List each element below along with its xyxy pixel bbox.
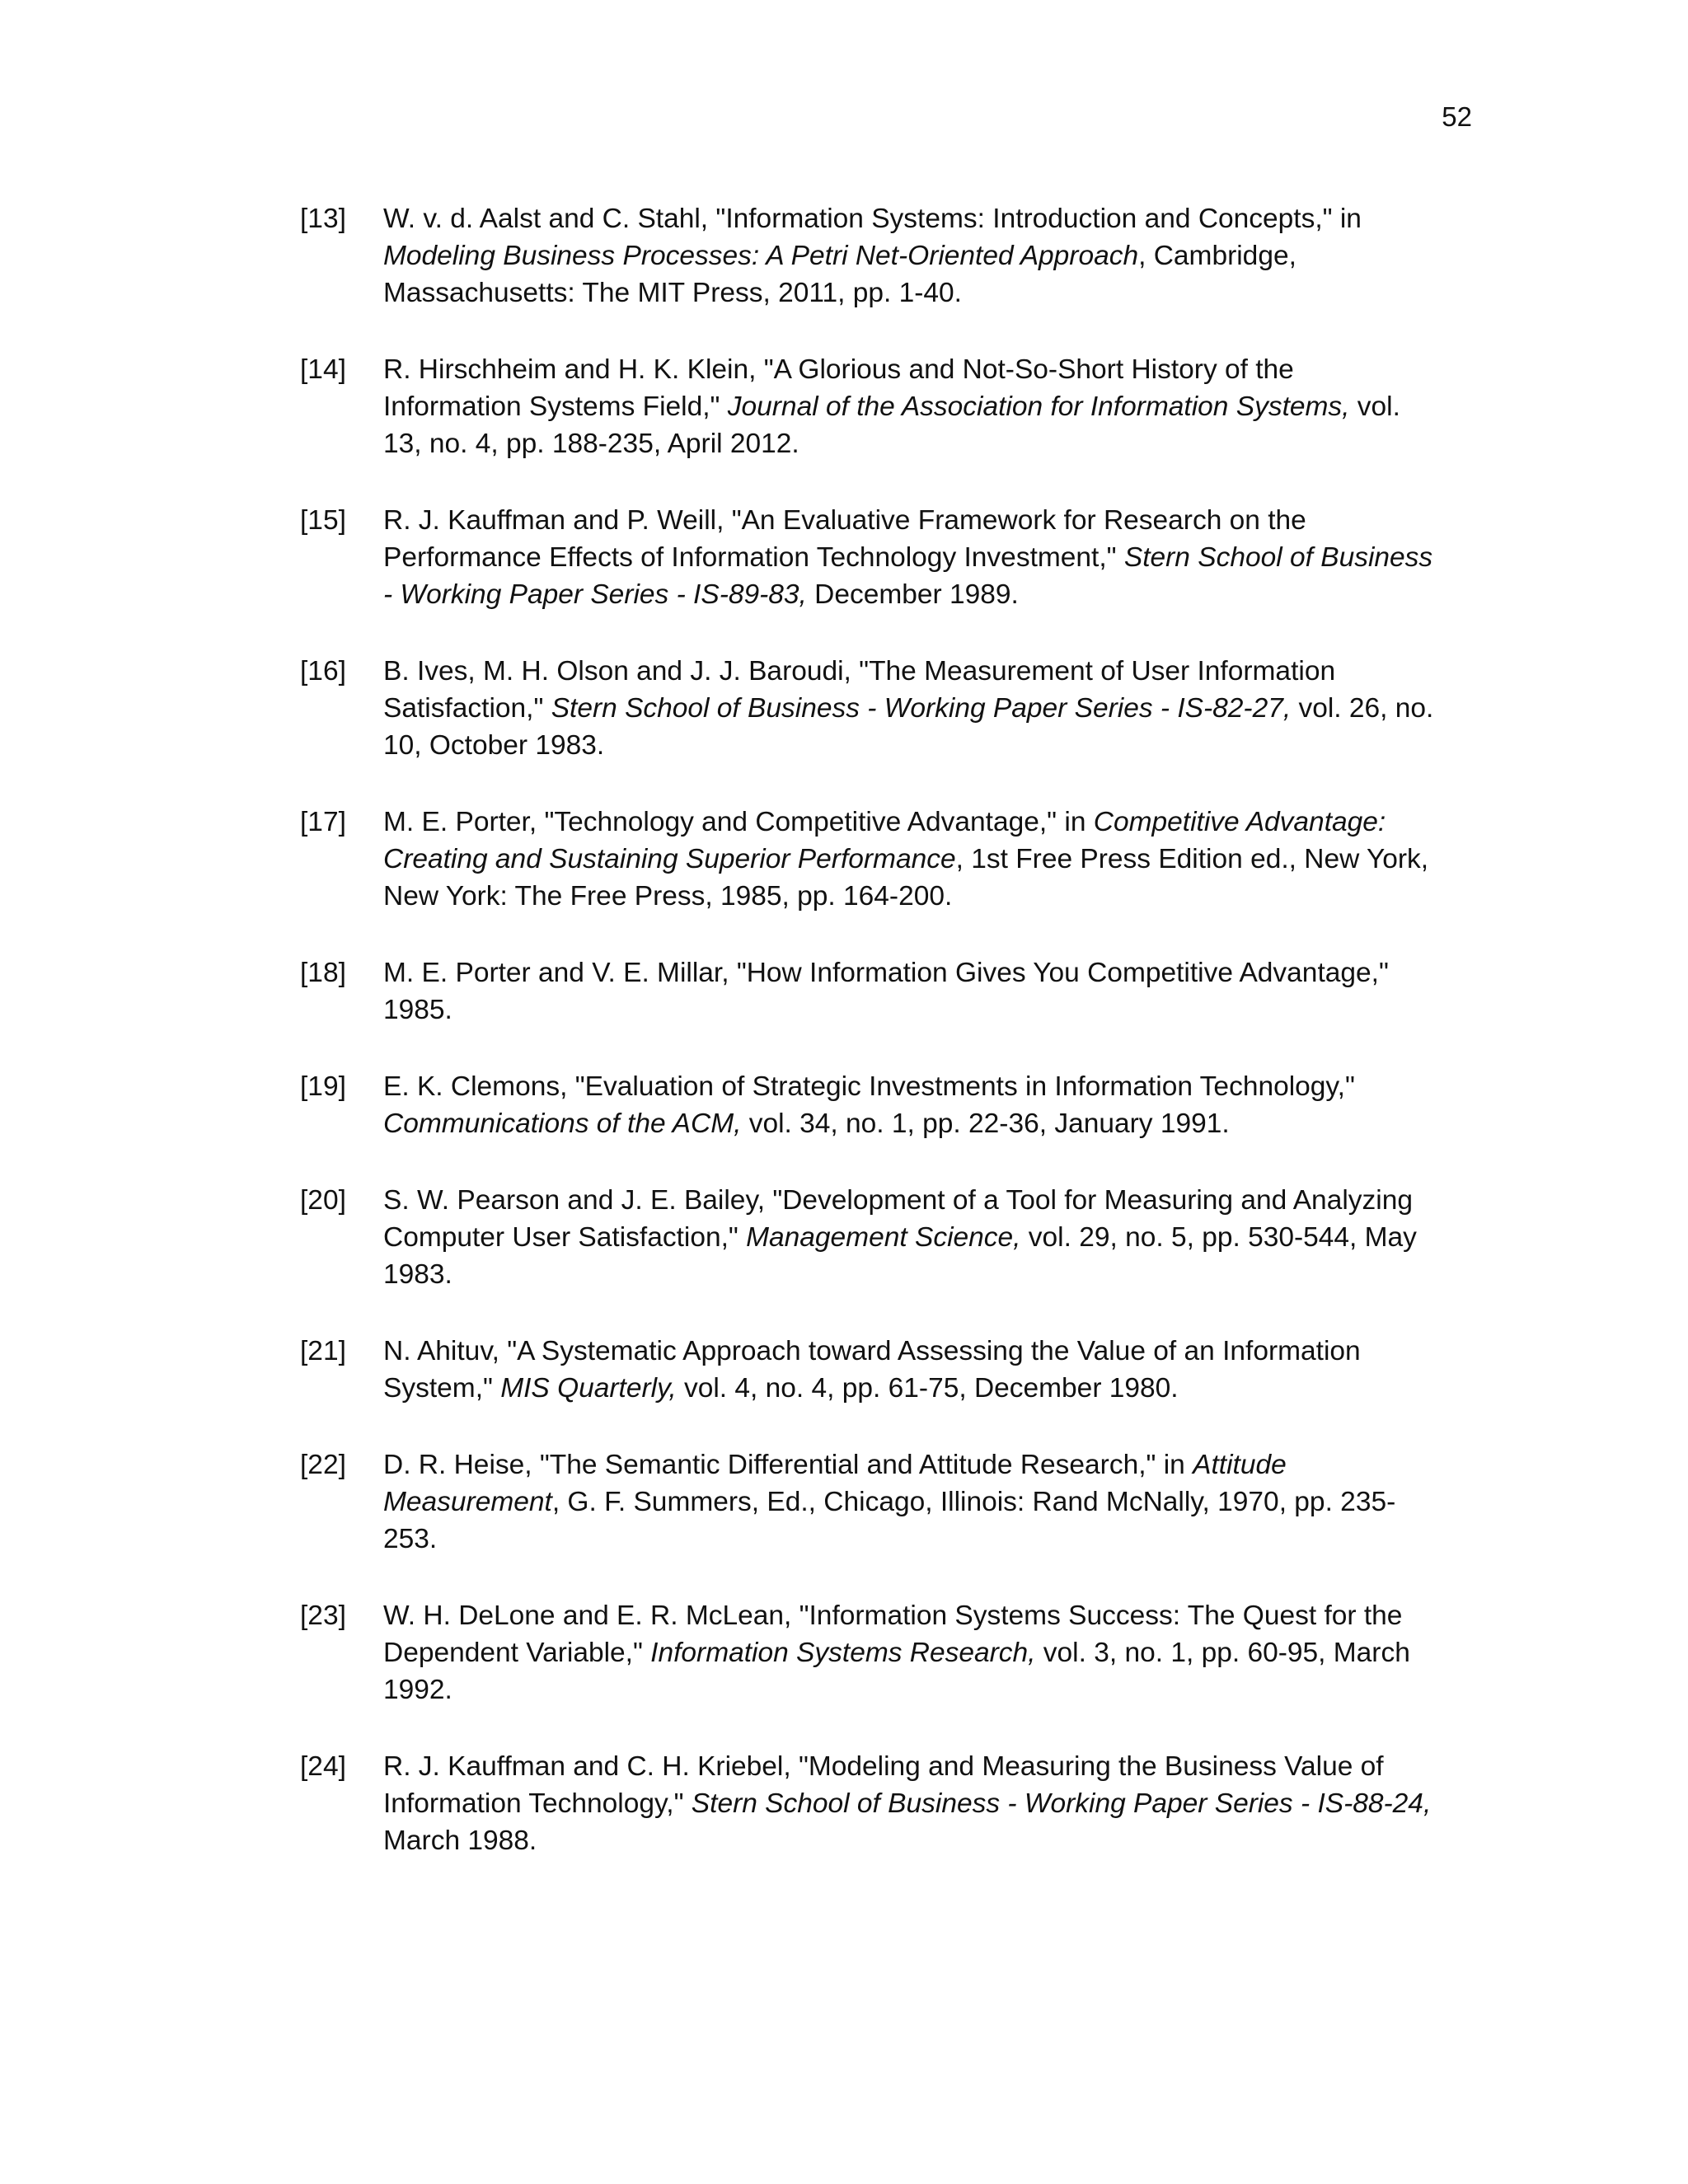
- reference-entry: [300, 351, 1437, 462]
- reference-source-title: Communications of the ACM,: [383, 1108, 742, 1139]
- reference-entry: [300, 1597, 1437, 1708]
- reference-text: S. W. Pearson and J. E. Bailey, "Development of a Tool for Measuring and Analyzing Computer User Satisfaction,": [383, 1185, 1413, 1253]
- reference-text: R. J. Kauffman and P. Weill, "An Evaluative Framework for Research on the Performance Effects of Information Technology Investment,": [383, 505, 1306, 573]
- reference-text: D. R. Heise, "The Semantic Differential and Attitude Research," in: [383, 1450, 1193, 1480]
- reference-source-title: Stern School of Business - Working Paper Series - IS-88-24,: [691, 1788, 1432, 1819]
- reference-text: M. E. Porter and V. E. Millar, "How Information Gives You Competitive Advantage," 1985.: [383, 958, 1389, 1025]
- reference-citation: [383, 1182, 1437, 1293]
- reference-text: vol. 26, no. 10, October 1983.: [383, 693, 1434, 761]
- reference-list: [300, 200, 1437, 1899]
- reference-citation: [383, 804, 1437, 915]
- reference-source-title: Stern School of Business - Working Paper Series - IS-82-27,: [551, 693, 1292, 724]
- reference-source-title: Stern School of Business - Working Paper Series - IS-89-83,: [383, 542, 1433, 610]
- reference-source-title: Competitive Advantage: Creating and Sustaining Superior Performance: [383, 807, 1386, 874]
- reference-text: N. Ahituv, "A Systematic Approach toward Assessing the Value of an Information System,": [383, 1336, 1361, 1404]
- reference-entry: [300, 1748, 1437, 1859]
- reference-number: [14]: [300, 354, 346, 385]
- reference-source-title: Attitude Measurement: [383, 1450, 1287, 1517]
- reference-text: W. H. DeLone and E. R. McLean, "Information Systems Success: The Quest for the Dependent Variable,": [383, 1601, 1403, 1668]
- reference-entry: [300, 200, 1437, 312]
- reference-entry: [300, 1446, 1437, 1558]
- reference-citation: [383, 351, 1437, 462]
- reference-number: [19]: [300, 1071, 346, 1102]
- reference-number: [20]: [300, 1185, 346, 1216]
- reference-text: W. v. d. Aalst and C. Stahl, "Information Systems: Introduction and Concepts," in: [383, 204, 1362, 234]
- reference-text: E. K. Clemons, "Evaluation of Strategic Investments in Information Technology,": [383, 1071, 1355, 1102]
- reference-text: vol. 34, no. 1, pp. 22-36, January 1991.: [741, 1108, 1230, 1139]
- reference-number: [23]: [300, 1601, 346, 1631]
- reference-text: March 1988.: [383, 1825, 537, 1856]
- reference-number: [15]: [300, 505, 346, 536]
- reference-text: vol. 13, no. 4, pp. 188-235, April 2012.: [383, 391, 1400, 459]
- reference-source-title: Modeling Business Processes: A Petri Net-Oriented Approach: [383, 241, 1139, 271]
- reference-citation: [383, 1068, 1437, 1142]
- reference-citation: [383, 200, 1437, 312]
- reference-entry: [300, 653, 1437, 764]
- reference-number: [13]: [300, 204, 346, 234]
- reference-text: M. E. Porter, "Technology and Competitive Advantage," in: [383, 807, 1094, 837]
- reference-source-title: Journal of the Association for Information Systems,: [727, 391, 1350, 422]
- reference-entry: [300, 1182, 1437, 1293]
- reference-text: vol. 4, no. 4, pp. 61-75, December 1980.: [676, 1373, 1179, 1404]
- reference-citation: [383, 653, 1437, 764]
- reference-entry: [300, 954, 1437, 1029]
- reference-text: , 1st Free Press Edition ed., New York, New York: The Free Press, 1985, pp. 164-200.: [383, 844, 1429, 912]
- reference-text: vol. 3, no. 1, pp. 60-95, March 1992.: [383, 1638, 1410, 1705]
- reference-number: [18]: [300, 958, 346, 988]
- reference-text: , Cambridge, Massachusetts: The MIT Press, 2011, pp. 1-40.: [383, 241, 1296, 308]
- reference-text: R. J. Kauffman and C. H. Kriebel, "Modeling and Measuring the Business Value of Information Technology,": [383, 1751, 1384, 1819]
- reference-number: [17]: [300, 807, 346, 837]
- reference-source-title: MIS Quarterly,: [500, 1373, 677, 1404]
- reference-entry: [300, 502, 1437, 613]
- reference-citation: [383, 1597, 1437, 1708]
- reference-citation: [383, 1333, 1437, 1407]
- reference-number: [16]: [300, 656, 346, 687]
- page-number: 52: [1442, 101, 1472, 132]
- reference-source-title: Information Systems Research,: [650, 1638, 1036, 1668]
- reference-number: [21]: [300, 1336, 346, 1366]
- reference-text: December 1989.: [806, 579, 1019, 610]
- reference-number: [24]: [300, 1751, 346, 1782]
- reference-citation: [383, 1748, 1437, 1859]
- reference-entry: [300, 1333, 1437, 1407]
- reference-entry: [300, 1068, 1437, 1142]
- reference-text: R. Hirschheim and H. K. Klein, "A Glorious and Not-So-Short History of the Information Systems Field,": [383, 354, 1294, 422]
- reference-citation: [383, 1446, 1437, 1558]
- reference-text: B. Ives, M. H. Olson and J. J. Baroudi, "The Measurement of User Information Satisfaction,": [383, 656, 1336, 724]
- reference-citation: [383, 954, 1437, 1029]
- reference-citation: [383, 502, 1437, 613]
- reference-source-title: Management Science,: [746, 1222, 1021, 1253]
- reference-text: , G. F. Summers, Ed., Chicago, Illinois: Rand McNally, 1970, pp. 235-253.: [383, 1487, 1396, 1554]
- reference-text: vol. 29, no. 5, pp. 530-544, May 1983.: [383, 1222, 1417, 1290]
- reference-entry: [300, 804, 1437, 915]
- reference-number: [22]: [300, 1450, 346, 1480]
